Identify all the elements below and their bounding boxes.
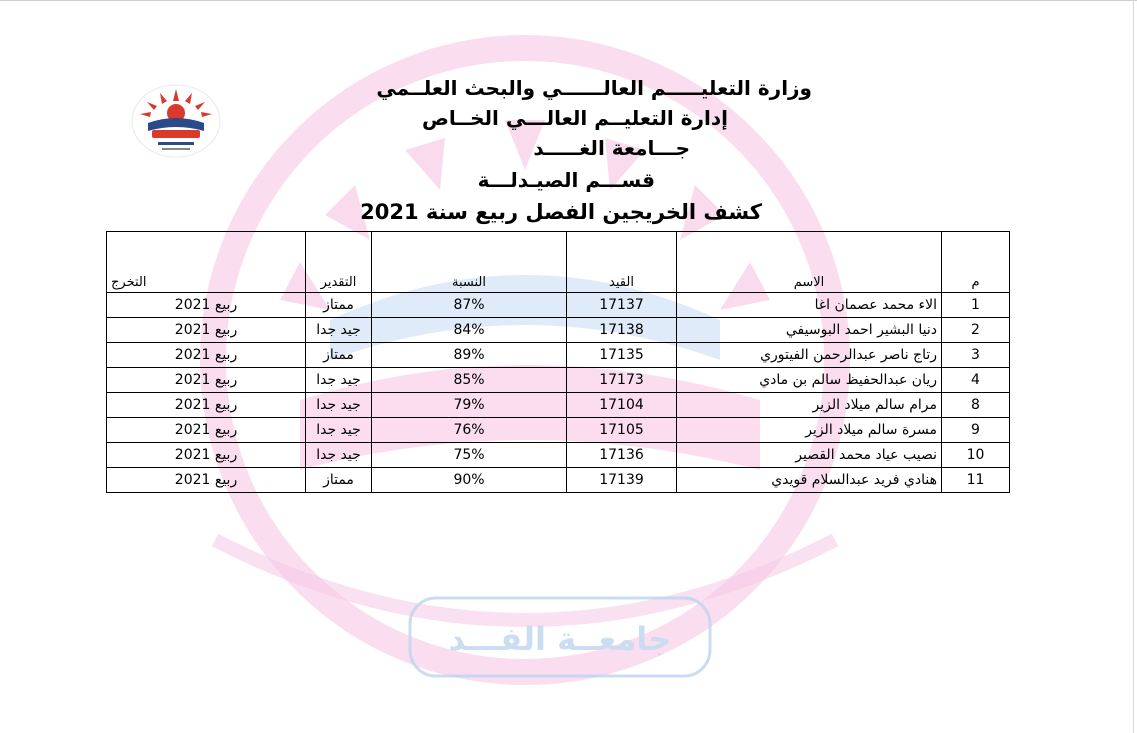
cell-grade: جيد جدا <box>306 318 372 343</box>
cell-graduation: ربيع 2021 <box>107 393 306 418</box>
cell-percentage: 75% <box>372 443 567 468</box>
watermark-name-text: جامعــة الفـــد <box>448 620 672 658</box>
cell-grade: جيد جدا <box>306 443 372 468</box>
cell-num: 9 <box>942 418 1010 443</box>
document-header <box>300 76 840 236</box>
cell-grade: جيد جدا <box>306 393 372 418</box>
table-row <box>107 393 1010 418</box>
cell-graduation: ربيع 2021 <box>107 318 306 343</box>
administration-title: إدارة التعليــم العالـــي الخــاص <box>422 106 728 130</box>
cell-grade: ممتاز <box>306 293 372 318</box>
table-row <box>107 418 1010 443</box>
cell-id: 17104 <box>567 393 677 418</box>
cell-num: 10 <box>942 443 1010 468</box>
cell-graduation: ربيع 2021 <box>107 418 306 443</box>
header-id: القيد <box>567 232 677 293</box>
page-top-border <box>0 0 1137 1</box>
table-row <box>107 318 1010 343</box>
cell-id: 17173 <box>567 368 677 393</box>
table-row <box>107 368 1010 393</box>
cell-grade: جيد جدا <box>306 368 372 393</box>
header-name: الاسم <box>677 232 942 293</box>
table-row <box>107 293 1010 318</box>
header-graduation: التخرج <box>107 232 306 293</box>
university-logo <box>130 83 222 159</box>
cell-num: 4 <box>942 368 1010 393</box>
cell-graduation: ربيع 2021 <box>107 293 306 318</box>
cell-id: 17105 <box>567 418 677 443</box>
cell-percentage: 84% <box>372 318 567 343</box>
cell-graduation: ربيع 2021 <box>107 368 306 393</box>
cell-num: 1 <box>942 293 1010 318</box>
cell-id: 17137 <box>567 293 677 318</box>
table-row <box>107 443 1010 468</box>
table-header-row <box>107 232 1010 293</box>
header-percentage: النسبة <box>372 232 567 293</box>
report-title: كشف الخريجين الفصل ربيع سنة 2021 <box>360 200 762 224</box>
cell-id: 17135 <box>567 343 677 368</box>
header-num: م <box>942 232 1010 293</box>
cell-percentage: 79% <box>372 393 567 418</box>
cell-num: 11 <box>942 468 1010 493</box>
cell-name: ريان عبدالحفيظ سالم بن مادي <box>677 368 942 393</box>
cell-grade: ممتاز <box>306 468 372 493</box>
cell-id: 17136 <box>567 443 677 468</box>
table-row <box>107 343 1010 368</box>
department-title: قســـم الصيـدلـــة <box>477 168 655 192</box>
watermark-name-plate <box>410 598 710 676</box>
cell-percentage: 89% <box>372 343 567 368</box>
cell-name: الاء محمد عصمان اغا <box>677 293 942 318</box>
cell-id: 17139 <box>567 468 677 493</box>
cell-graduation: ربيع 2021 <box>107 468 306 493</box>
cell-name: رتاج ناصر عبدالرحمن الفيتوري <box>677 343 942 368</box>
cell-name: دنيا البشير احمد البوسيفي <box>677 318 942 343</box>
cell-num: 3 <box>942 343 1010 368</box>
watermark-lower-arc <box>215 540 835 620</box>
cell-num: 8 <box>942 393 1010 418</box>
table-row <box>107 468 1010 493</box>
cell-name: هنادي فريد عبدالسلام قويدي <box>677 468 942 493</box>
ministry-title: وزارة التعليـــــم العالــــــي والبحث العلــمي <box>376 76 812 100</box>
cell-num: 2 <box>942 318 1010 343</box>
graduates-table <box>106 231 1010 493</box>
cell-name: نصيب عياد محمد القصير <box>677 443 942 468</box>
cell-graduation: ربيع 2021 <box>107 443 306 468</box>
page-right-border <box>1133 0 1134 733</box>
cell-grade: جيد جدا <box>306 418 372 443</box>
cell-graduation: ربيع 2021 <box>107 343 306 368</box>
university-title: جـــامعة الغـــــد <box>533 136 690 160</box>
cell-percentage: 90% <box>372 468 567 493</box>
header-grade: التقدير <box>306 232 372 293</box>
cell-percentage: 76% <box>372 418 567 443</box>
cell-name: مرام سالم ميلاد الزير <box>677 393 942 418</box>
cell-id: 17138 <box>567 318 677 343</box>
cell-grade: ممتاز <box>306 343 372 368</box>
cell-name: مسرة سالم ميلاد الزير <box>677 418 942 443</box>
cell-percentage: 85% <box>372 368 567 393</box>
cell-percentage: 87% <box>372 293 567 318</box>
